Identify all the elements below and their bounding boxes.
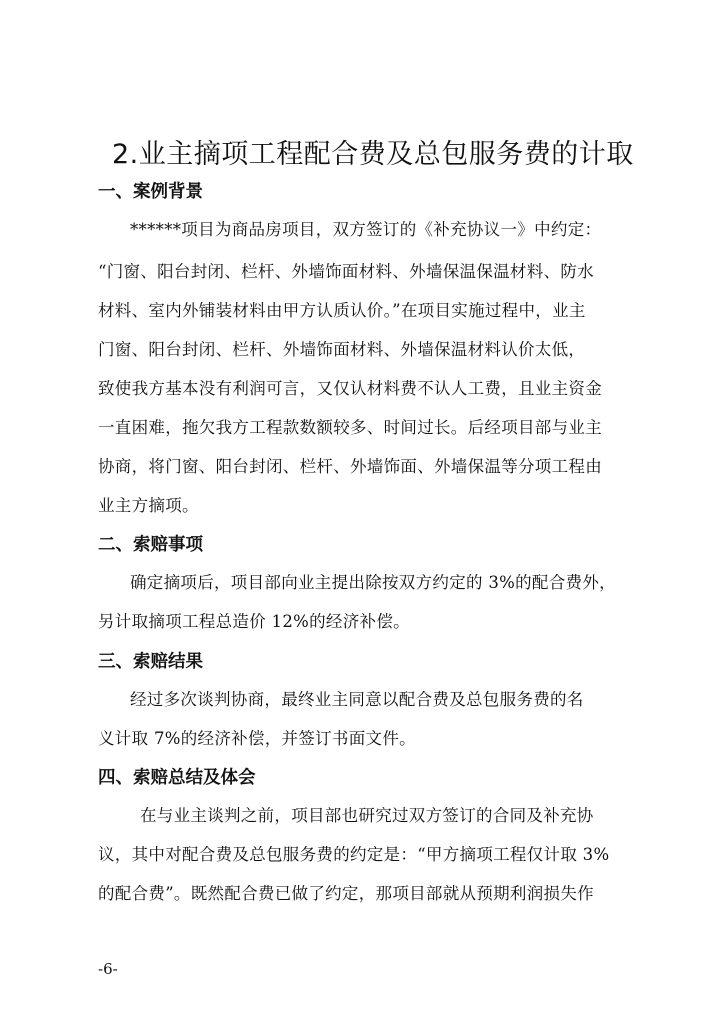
paragraph-line: 协商，将门窗、阳台封闭、栏杆、外墙饰面、外墙保温等分项工程由 bbox=[98, 457, 602, 476]
section-heading-claim-result: 三、索赔结果 bbox=[98, 652, 203, 672]
section-heading-background: 一、案例背景 bbox=[98, 182, 203, 202]
paragraph-line: 在与业主谈判之前，项目部也研究过双方签订的合同及补充协 bbox=[140, 806, 594, 825]
paragraph-line: 确定摘项后，项目部向业主提出除按双方约定的 3%的配合费外， bbox=[130, 573, 616, 592]
paragraph-line: 经过多次谈判协商，最终业主同意以配合费及总包服务费的名 bbox=[130, 690, 584, 709]
paragraph-line: ******项目为商品房项目，双方签订的《补充协议一》中约定： bbox=[130, 220, 602, 239]
paragraph-line: “门窗、阳台封闭、栏杆、外墙饰面材料、外墙保温保温材料、防水 bbox=[98, 262, 594, 281]
page-number: -6- bbox=[98, 960, 118, 978]
paragraph-line: 义计取 7%的经济补偿，并签订书面文件。 bbox=[98, 729, 416, 748]
paragraph-line: 业主方摘项。 bbox=[98, 496, 199, 515]
paragraph-line: 门窗、阳台封闭、栏杆、外墙饰面材料、外墙保温材料认价太低， bbox=[98, 340, 586, 359]
paragraph-line: 致使我方基本没有利润可言，又仅认材料费不认人工费，且业主资金 bbox=[98, 379, 602, 398]
paragraph-line: 议，其中对配合费及总包服务费的约定是：“甲方摘项工程仅计取 3% bbox=[98, 845, 610, 864]
paragraph-line: 的配合费”。既然配合费已做了约定，那项目部就从预期利润损失作 bbox=[98, 884, 594, 903]
section-heading-claim-items: 二、索赔事项 bbox=[98, 535, 203, 555]
paragraph-line: 材料、室内外铺装材料由甲方认质认价。”在项目实施过程中，业主 bbox=[98, 301, 586, 320]
paragraph-line: 一直困难，拖欠我方工程款数额较多、时间过长。后经项目部与业主 bbox=[98, 418, 602, 437]
document-title: 2.业主摘项工程配合费及总包服务费的计取 bbox=[112, 139, 634, 170]
paragraph-line: 另计取摘项工程总造价 12%的经济补偿。 bbox=[98, 612, 410, 631]
section-heading-summary: 四、索赔总结及体会 bbox=[98, 768, 256, 788]
